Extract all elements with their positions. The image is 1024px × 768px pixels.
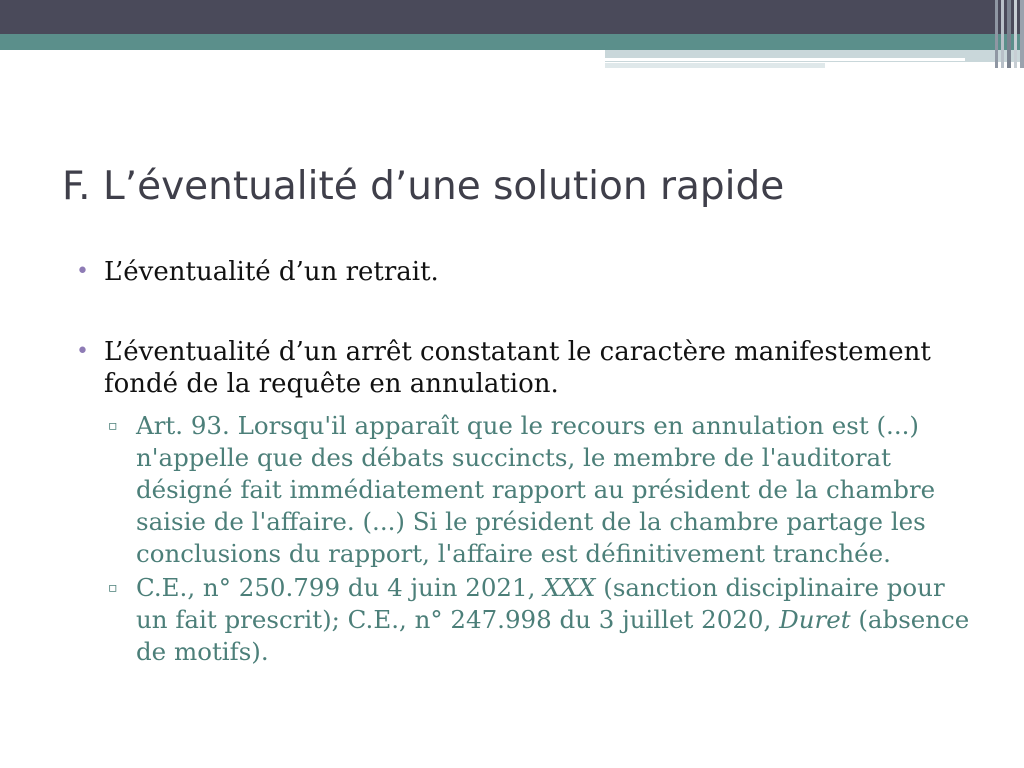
slide-content [76,256,976,668]
header-right-stripes [992,0,1024,68]
stripe [1007,0,1011,68]
bullet-item [76,336,976,400]
stripe [1014,0,1017,68]
slide-title: F. L’éventualité d’une solution rapide [62,164,785,209]
sub-bullet-text: Art. 93. Lorsqu'il apparaît que le recours en annulation est (...) n'appelle que des débats succincts, le membre de l'auditorat désigné fait immédiatement rapport au président de la chambre saisie de l'affaire. (...) Si le président de la chambre partage les conclusions du rapport, l'affaire est définitivement tranchée. [136,411,936,568]
header-white-line [605,58,965,61]
case-name-italic: XXX [543,573,596,602]
stripe [1001,0,1004,68]
header-dark-bar [0,0,1024,34]
header-teal-bar [0,34,1024,50]
square-bullet-icon: ▫ [108,580,118,596]
citation-part: (absence de motifs). [136,605,970,666]
stripe [1020,0,1024,68]
header-light-bar-2 [605,63,825,68]
bullet-dot-icon: • [76,339,89,364]
square-bullet-icon: ▫ [108,418,118,434]
bullet-text: L’éventualité d’un arrêt constatant le caractère manifestement fondé de la requête en annulation. [104,337,931,399]
sub-bullet-item [106,410,976,570]
citation-part: C.E., n° 250.799 du 4 juin 2021, [136,573,544,602]
sub-bullet-list [76,410,976,668]
stripe [995,0,998,68]
bullet-text: L’éventualité d’un retrait. [104,257,439,287]
citation-part: (sanction disciplinaire pour un fait prescrit); C.E., n° 247.998 du 3 juillet 2020, [136,573,945,634]
sub-bullet-item [106,572,976,668]
bullet-item [76,256,976,288]
citation-text [136,573,969,666]
bullet-dot-icon: • [76,259,89,284]
case-name-italic: Duret [779,605,851,634]
